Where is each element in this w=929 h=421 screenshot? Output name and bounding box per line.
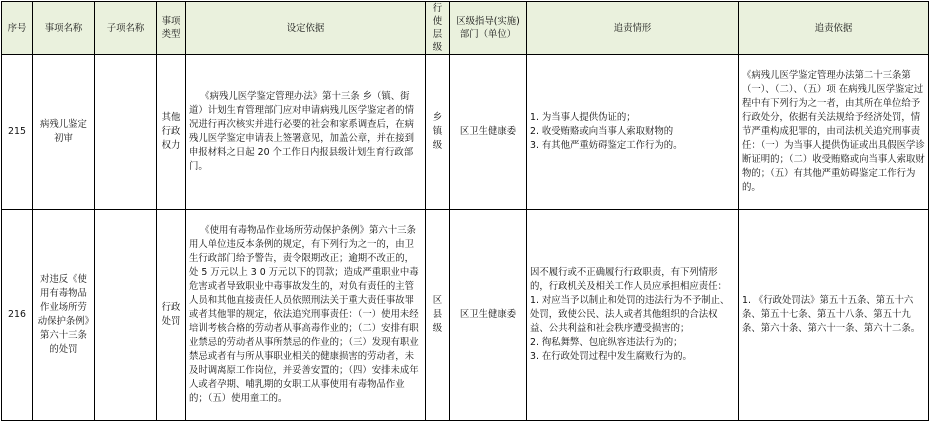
header-item-type: 事项类型 xyxy=(157,2,186,55)
situation-item: 2. 徇私舞弊、包庇纵容违法行为的； xyxy=(530,337,683,348)
row-dept: 区卫生健康委 xyxy=(450,55,527,210)
row-seq: 216 xyxy=(2,210,33,421)
row-dept: 区卫生健康委 xyxy=(450,210,527,421)
row-item-type: 其他行政权力 xyxy=(157,55,186,210)
row-item-name: 对违反《使用有毒物品作业场所劳动保护条例》第六十三条的处罚 xyxy=(33,210,95,421)
situation-item: 2. 收受贿赂或向当事人索取财物的 xyxy=(530,126,674,137)
table-row xyxy=(2,210,929,421)
situation-intro: 因不履行或不正确履行行政职责，有下列情形的，行政机关及相关工作人员应承担相应责任： xyxy=(530,267,727,292)
accountability-table xyxy=(1,1,929,421)
situation-item: 1. 为当事人提供伪证的； xyxy=(530,112,636,123)
row-situation xyxy=(527,55,739,210)
header-seq: 序号 xyxy=(2,2,33,55)
table-row xyxy=(2,55,929,210)
row-seq: 215 xyxy=(2,55,33,210)
situation-item: 3. 有其他严重妨碍鉴定工作行为的。 xyxy=(530,140,683,151)
row-accountability-basis: 《病残儿医学鉴定管理办法第二十三条第（一）、（二）、（五）项 在病残儿医学鉴定过程中有下列行为之一者，由其所在单位给予行政处分，依据有关法规给予经济处罚，情节严重构成犯罪的，由司法机关追究刑事责任：（一）为当事人提供伪证或出具假医学诊断证明的；（二）收受贿赂或向当事人索取财物的；（五）有其他严重妨碍鉴定工作行为的。 xyxy=(739,55,929,210)
header-row xyxy=(2,2,929,55)
row-situation xyxy=(527,210,739,421)
header-level: 行使层级 xyxy=(426,2,450,55)
header-dept: 区级指导(实施)部门（单位） xyxy=(450,2,527,55)
header-sub-item: 子项名称 xyxy=(95,2,157,55)
row-basis: 《使用有毒物品作业场所劳动保护条例》第六十三条 用人单位违反本条例的规定，有下列行为之一的，由卫生行政部门给予警告，责令限期改正；逾期不改正的，处 5 万元以上 3 0 万元以下的罚款；造成严重职业中毒危害或者导致职业中毒事故发生的，对负有责任的主管人员和其他直接责任人员依照刑法关于重大责任事故罪或者其他罪的规定，依法追究刑事责任：（一）使用未经培训考核合格的劳动者从事高毒作业的；（二）安排有职业禁忌的劳动者从事所禁忌的作业的；（三）发现有职业禁忌或者有与所从事职业相关的健康损害的劳动者，未及时调离原工作岗位，并妥善安置的；（四）安排未成年人或者孕期、哺乳期的女职工从事使用有毒物品作业的；（五）使用童工的。 xyxy=(186,210,426,421)
row-item-type: 行政处罚 xyxy=(157,210,186,421)
row-level: 乡镇级 xyxy=(426,55,450,210)
row-sub-item xyxy=(95,55,157,210)
row-level: 区县级 xyxy=(426,210,450,421)
header-item-name: 事项名称 xyxy=(33,2,95,55)
row-item-name: 病残儿鉴定初审 xyxy=(33,55,95,210)
row-accountability-basis: 1. 《行政处罚法》第五十五条、第五十六条、第五十七条、第五十八条、第五十九条、第六十条、第六十一条、第六十二条。 xyxy=(739,210,929,421)
situation-item: 3. 在行政处罚过程中发生腐败行为的。 xyxy=(530,351,692,362)
situation-item: 1. 对应当予以制止和处罚的违法行为不予制止、处罚，致使公民、法人或者其他组织的合法权益、公共利益和社会秩序遭受损害的； xyxy=(530,295,730,334)
row-sub-item xyxy=(95,210,157,421)
header-accountability-basis: 追责依据 xyxy=(739,2,929,55)
header-basis: 设定依据 xyxy=(186,2,426,55)
row-basis: 《病残儿医学鉴定管理办法》第十三条 乡（镇、街道）计划生育管理部门应对申请病残儿医学鉴定者的情况进行再次核实并进行必要的社会和家系调查后，在病残儿医学鉴定申请表上签署意见，加盖公章，并在接到申报材料之日起 20 个工作日内报县级计划生育行政部门。 xyxy=(186,55,426,210)
header-situation: 追责情形 xyxy=(527,2,739,55)
